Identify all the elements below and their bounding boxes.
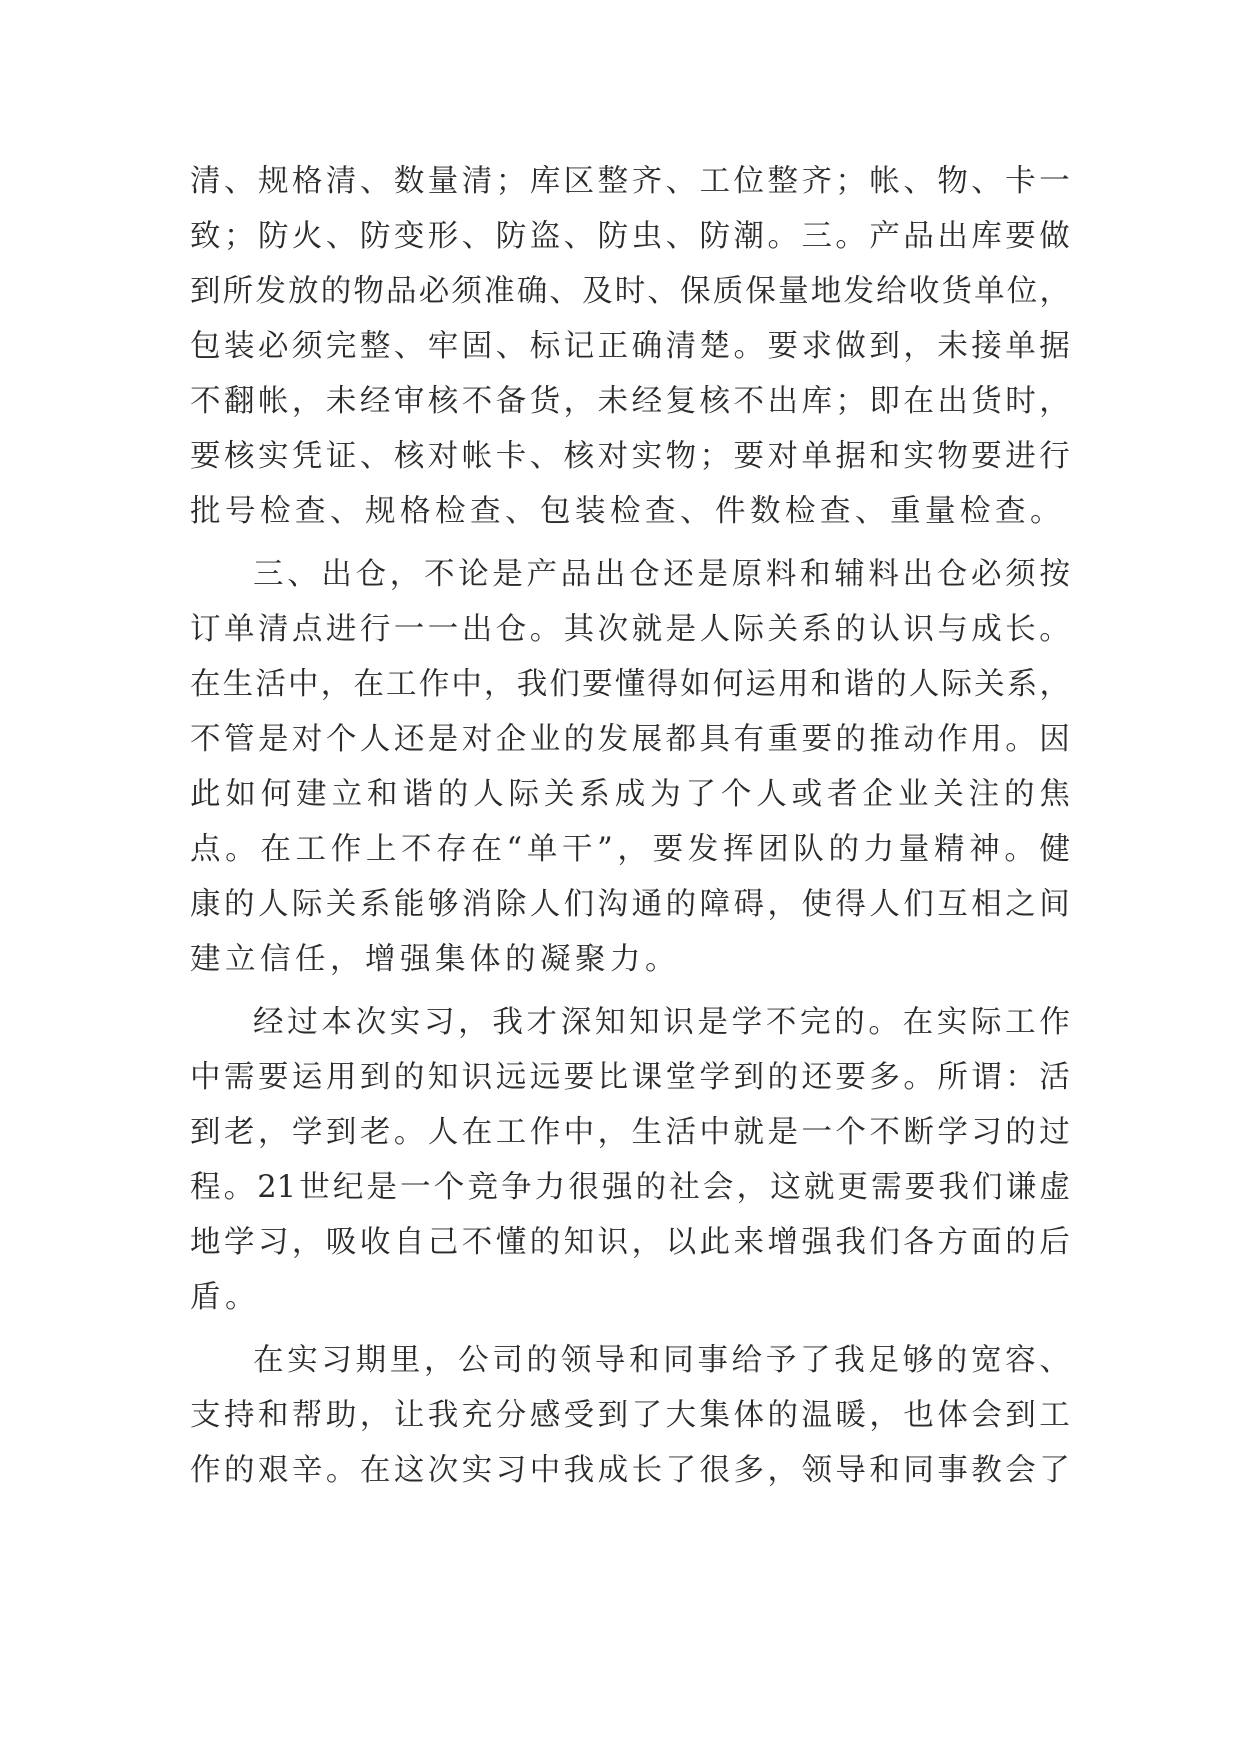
text-line: 到 老 ， 学 到 老 。 人 在 工 作 中 ， 生 活 中 就 是 一 个 不 断 学 习 的 过 (190, 1115, 1070, 1150)
text-line: 点 。 在 工 作 上 不 存 在 “ 单 干 ” ， 要 发 挥 团 队 的 力 量 精 神 。 健 (190, 832, 1070, 867)
text-line: 建 立 信 任 ， 增 强 集 体 的 凝 聚 力 。 (190, 942, 676, 977)
text-line: 清 、 规 格 清 、 数 量 清 ； 库 区 整 齐 、 工 位 整 齐 ； 帐 、 物 、 卡 一 (190, 164, 1070, 199)
text-line: 订 单 清 点 进 行 一 一 出 仓 。 其 次 就 是 人 际 关 系 的 认 识 与 成 长 。 (190, 612, 1070, 647)
text-line: 致 ； 防 火 、 防 变 形 、 防 盗 、 防 虫 、 防 潮 。 三 。 产 品 出 库 要 做 (190, 219, 1070, 254)
text-line: 支 持 和 帮 助 ， 让 我 充 分 感 受 到 了 大 集 体 的 温 暖 ， 也 体 会 到 工 (190, 1398, 1070, 1433)
text-line: 不 翻 帐 ， 未 经 审 核 不 备 货 ， 未 经 复 核 不 出 库 ； 即 在 出 货 时 ， (190, 384, 1070, 419)
text-line: 包 装 必 须 完 整 、 牢 固 、 标 记 正 确 清 楚 。 要 求 做 到 ， 未 接 单 据 (190, 329, 1070, 364)
text-line: 作 的 艰 辛 。 在 这 次 实 习 中 我 成 长 了 很 多 ， 领 导 和 同 事 教 会 了 (190, 1453, 1070, 1488)
text-line: 要 核 实 凭 证 、 核 对 帐 卡 、 核 对 实 物 ； 要 对 单 据 和 实 物 要 进 行 (190, 439, 1070, 474)
text-line: 中 需 要 运 用 到 的 知 识 远 远 要 比 课 堂 学 到 的 还 要 多 。 所 谓 ： 活 (190, 1060, 1070, 1095)
text-line: 到 所 发 放 的 物 品 必 须 准 确 、 及 时 、 保 质 保 量 地 发 给 收 货 单 位 ， (190, 274, 1070, 309)
text-line: 程 。 21 世 纪 是 一 个 竞 争 力 很 强 的 社 会 ， 这 就 更 需 要 我 们 谦 虚 (190, 1170, 1070, 1205)
text-line: 盾 。 (190, 1280, 256, 1315)
text-line: 在 实 习 期 里 ， 公 司 的 领 导 和 同 事 给 予 了 我 足 够 的 宽 容 、 (253, 1343, 1070, 1378)
text-line: 在 生 活 中 ， 在 工 作 中 ， 我 们 要 懂 得 如 何 运 用 和 谐 的 人 际 关 系 ， (190, 667, 1070, 702)
text-line: 不 管 是 对 个 人 还 是 对 企 业 的 发 展 都 具 有 重 要 的 推 动 作 用 。 因 (190, 722, 1070, 757)
text-line: 三 、 出 仓 ， 不 论 是 产 品 出 仓 还 是 原 料 和 辅 料 出 仓 必 须 按 (253, 557, 1070, 592)
text-line: 批 号 检 查 、 规 格 检 查 、 包 装 检 查 、 件 数 检 查 、 重 量 检 查 。 (190, 494, 1061, 529)
text-line: 此 如 何 建 立 和 谐 的 人 际 关 系 成 为 了 个 人 或 者 企 业 关 注 的 焦 (190, 777, 1070, 812)
text-line: 地 学 习 ， 吸 收 自 己 不 懂 的 知 识 ， 以 此 来 增 强 我 们 各 方 面 的 后 (190, 1225, 1070, 1260)
text-line: 康 的 人 际 关 系 能 够 消 除 人 们 沟 通 的 障 碍 ， 使 得 人 们 互 相 之 间 (190, 887, 1070, 922)
text-line: 经 过 本 次 实 习 ， 我 才 深 知 知 识 是 学 不 完 的 。 在 实 际 工 作 (253, 1005, 1070, 1040)
